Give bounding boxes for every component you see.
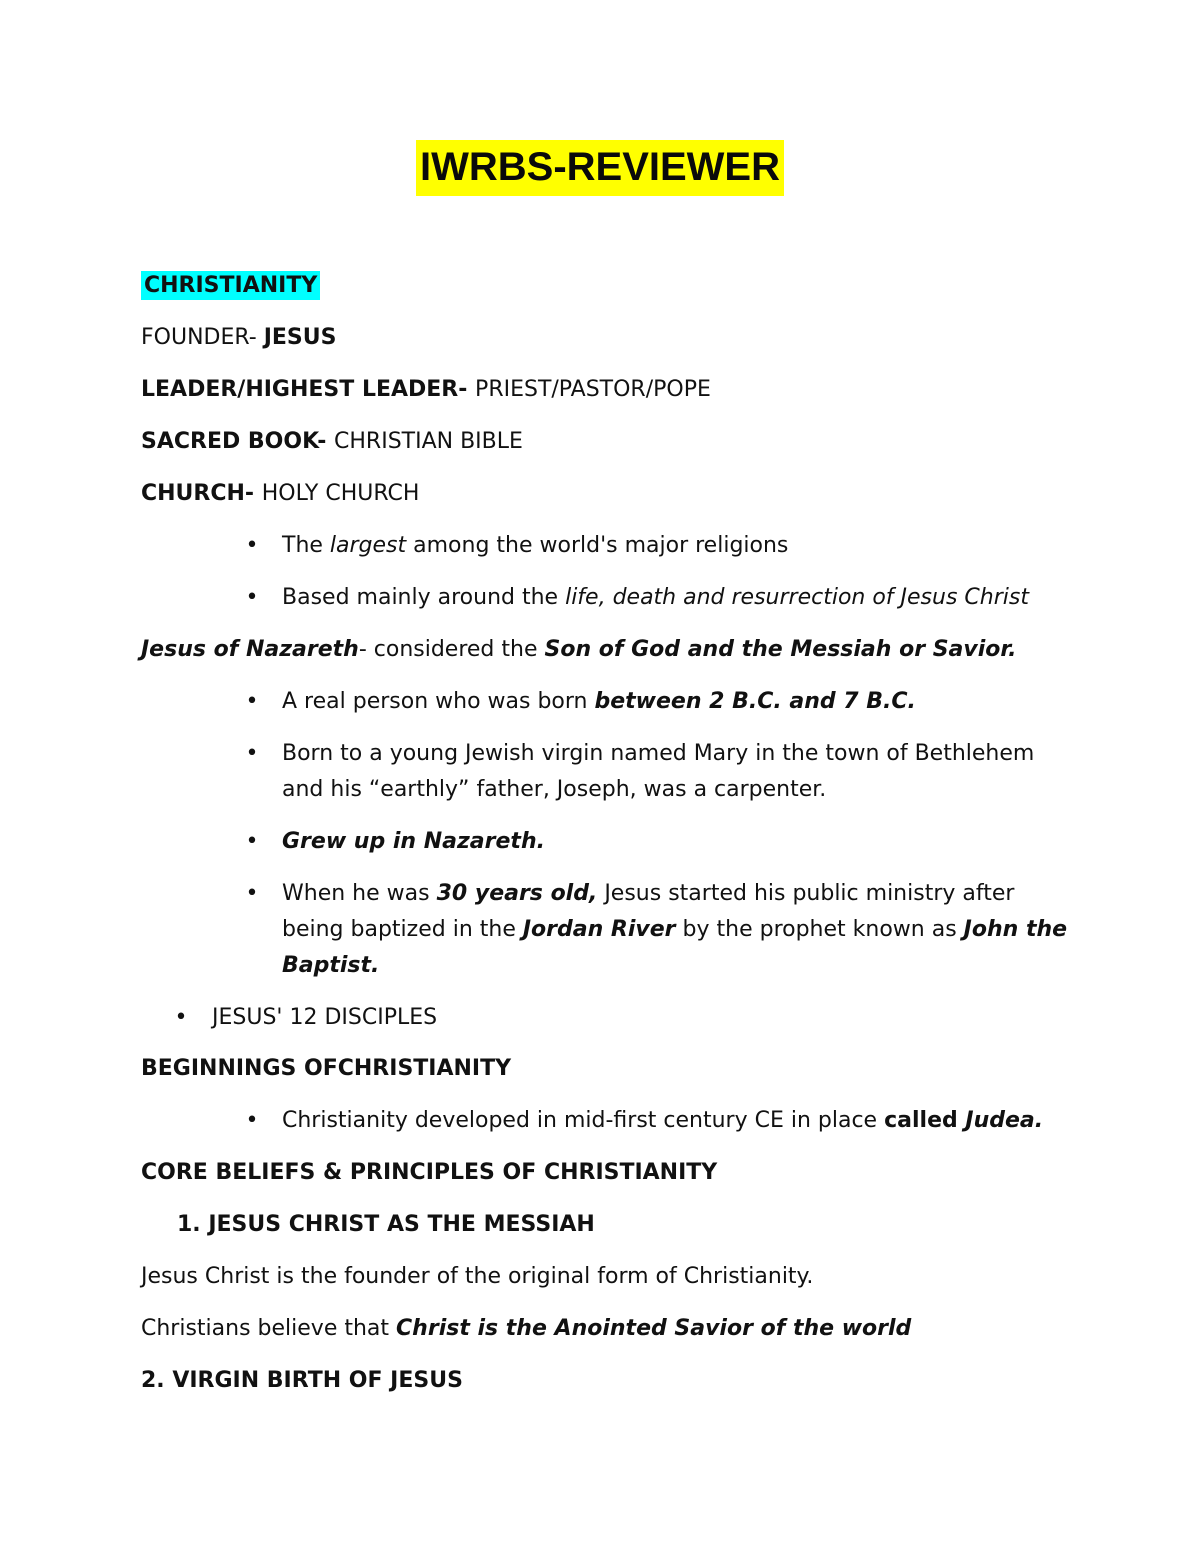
text: Jesus Christ is the founder of the original form of Christianity. (141, 1264, 814, 1289)
text-bold: called (884, 1108, 966, 1133)
founder-label: FOUNDER- (141, 325, 264, 350)
christianity-heading: CHRISTIANITY (141, 271, 320, 300)
text-bold-italic: Grew up in Nazareth. (282, 829, 545, 854)
bullet-thirty-line1 (282, 876, 1014, 912)
leader-label: LEADER/HIGHEST LEADER- (141, 377, 476, 402)
text-italic: largest (329, 533, 407, 558)
church-value: HOLY CHURCH (261, 481, 420, 506)
bullet-judea (282, 1103, 1043, 1139)
section-heading-christianity (141, 268, 320, 304)
text: Christianity developed in mid-first century CE in place (282, 1108, 885, 1133)
document-title-wrap (0, 140, 1200, 196)
sacred-book-value: CHRISTIAN BIBLE (334, 429, 523, 454)
numbered-item-1 (177, 1207, 595, 1243)
text-bold-italic: John the (963, 917, 1068, 942)
bullet-icon: • (174, 1005, 188, 1030)
text-bold-italic: Son of God and the Messiah or Savior. (544, 637, 1017, 662)
bullet-grew-up (282, 824, 545, 860)
sacred-book-label: SACRED BOOK- (141, 429, 335, 454)
text: Christians believe that (141, 1316, 397, 1341)
text-bold: 1. JESUS CHRIST AS THE MESSIAH (177, 1212, 595, 1237)
bullet-icon: • (245, 881, 259, 906)
founder-value: JESUS (263, 325, 337, 350)
founder-line (141, 320, 336, 356)
church-line (141, 476, 419, 512)
founder-sentence (141, 1259, 813, 1295)
bullet-real-person (282, 684, 916, 720)
leader-value: PRIEST/PASTOR/POPE (475, 377, 711, 402)
text: among the world's major religions (406, 533, 789, 558)
document-title: IWRBS-REVIEWER (416, 140, 784, 196)
text: The (282, 533, 330, 558)
church-label: CHURCH- (141, 481, 262, 506)
text-bold-italic: Jordan River (522, 917, 676, 942)
bullet-icon: • (245, 1108, 259, 1133)
text-bold-italic: between 2 B.C. and 7 B.C. (594, 689, 916, 714)
text-bold-italic: Judea. (965, 1108, 1044, 1133)
text-bold-italic: Christ is the Anointed Savior of the world (396, 1316, 912, 1341)
bullet-icon: • (245, 533, 259, 558)
bullet-disciples (212, 1000, 437, 1036)
text-bold: BEGINNINGS OFCHRISTIANITY (141, 1056, 512, 1081)
text-bold-italic: 30 years old, (436, 881, 598, 906)
text-bold-italic: Baptist. (282, 953, 380, 978)
text: A real person who was born (282, 689, 595, 714)
core-beliefs-heading (141, 1155, 717, 1191)
sacred-book-line (141, 424, 523, 460)
text: JESUS' 12 DISCIPLES (212, 1005, 438, 1030)
text: - considered the (358, 637, 545, 662)
numbered-item-2 (141, 1363, 463, 1399)
christians-believe-line (141, 1311, 911, 1347)
bullet-icon: • (245, 689, 259, 714)
text-bold-italic: Jesus of Nazareth (141, 637, 359, 662)
bullet-born-line2 (282, 772, 826, 808)
jesus-of-nazareth-line (141, 632, 1016, 668)
text: being baptized in the (282, 917, 523, 942)
leader-line (141, 372, 711, 408)
bullet-icon: • (245, 741, 259, 766)
bullet-largest (282, 528, 788, 564)
text: Jesus started his public ministry after (597, 881, 1015, 906)
bullet-icon: • (245, 585, 259, 610)
text: When he was (282, 881, 437, 906)
text-italic: life, death and resurrection of Jesus Christ (565, 585, 1029, 610)
bullet-based-mainly (282, 580, 1029, 616)
text: by the prophet known as (675, 917, 964, 942)
bullet-icon: • (245, 829, 259, 854)
text: Based mainly around the (282, 585, 566, 610)
bullet-thirty-line2 (282, 912, 1067, 948)
bullet-thirty-line3 (282, 948, 379, 984)
text-bold: CORE BELIEFS & PRINCIPLES OF CHRISTIANITY (141, 1160, 718, 1185)
text: and his “earthly” father, Joseph, was a carpenter. (282, 777, 827, 802)
beginnings-heading (141, 1051, 511, 1087)
text: Born to a young Jewish virgin named Mary in the town of Bethlehem (282, 741, 1035, 766)
text-bold: 2. VIRGIN BIRTH OF JESUS (141, 1368, 463, 1393)
bullet-born-line1 (282, 736, 1034, 772)
